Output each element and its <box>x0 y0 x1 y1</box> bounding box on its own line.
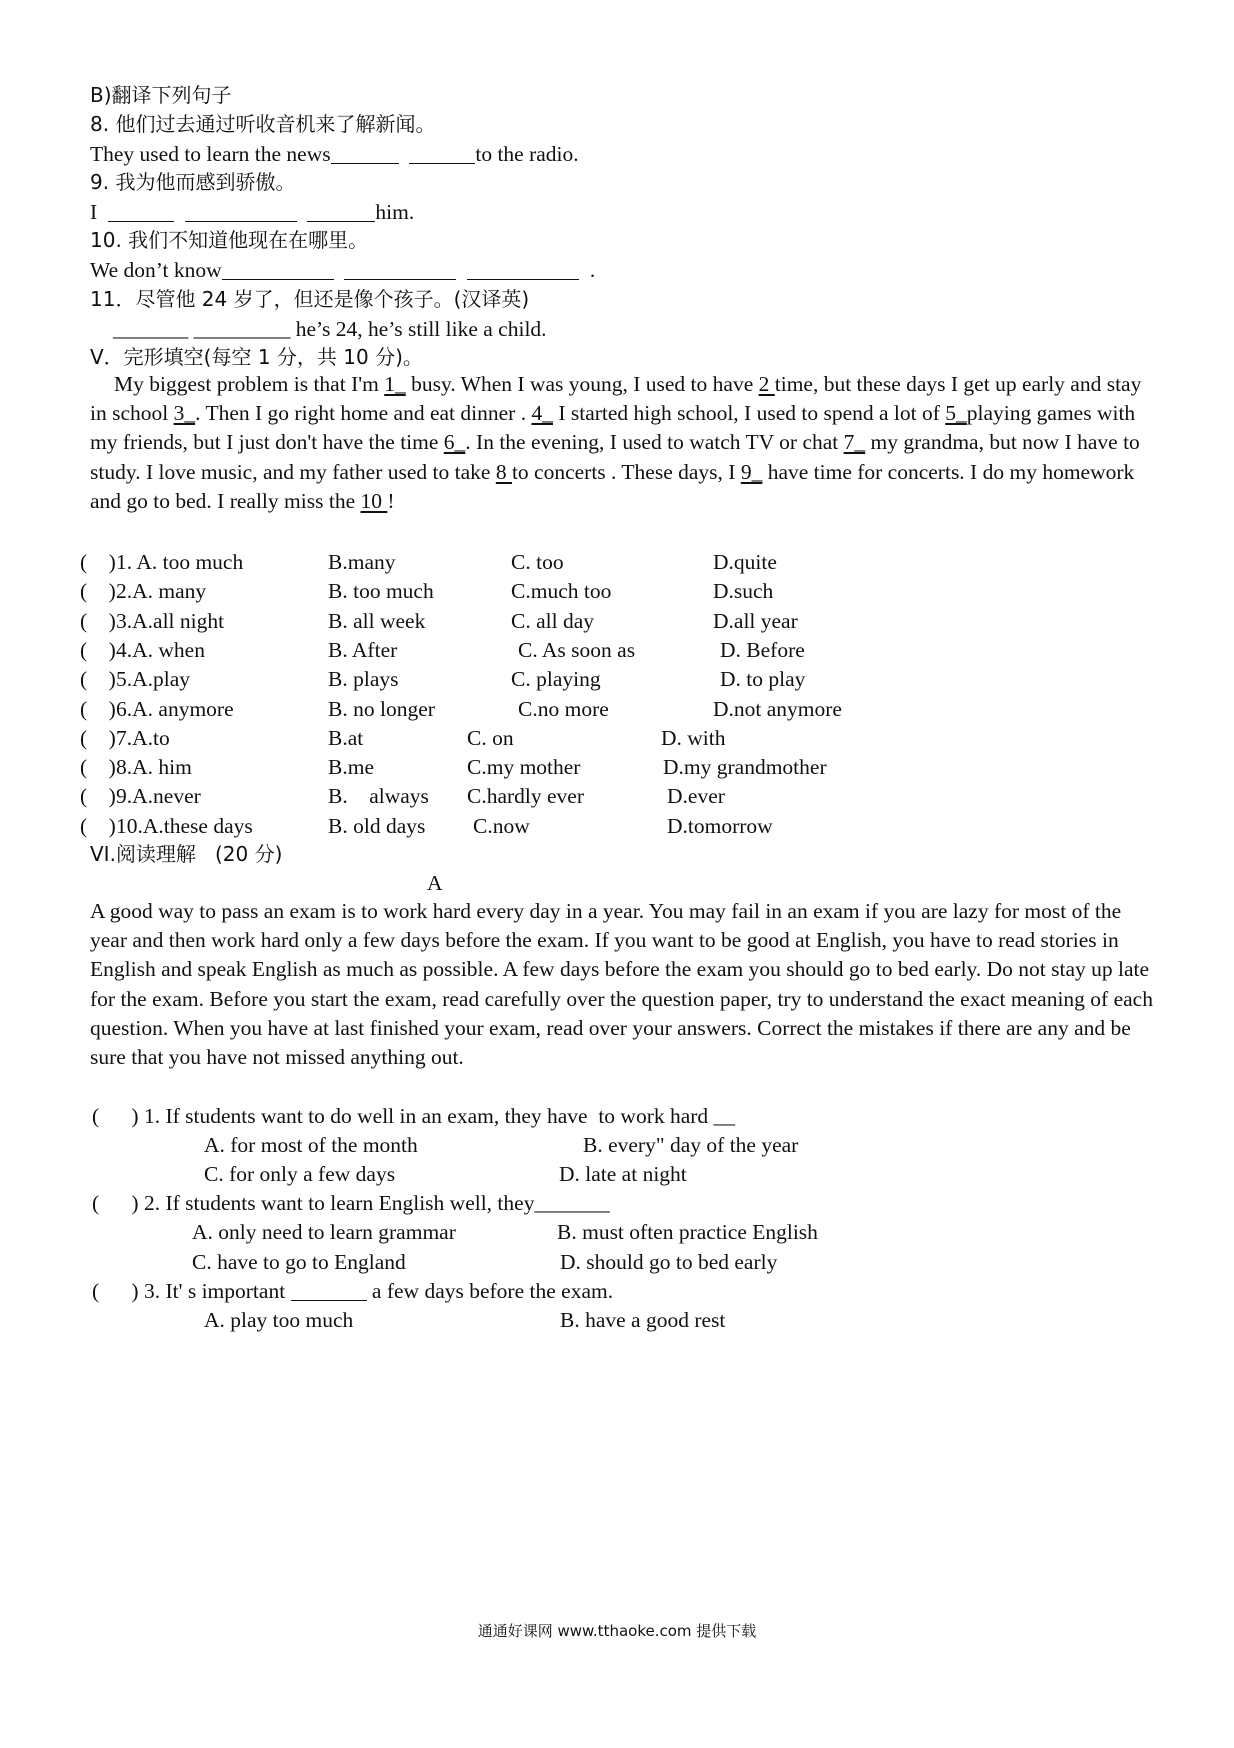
blank[interactable] <box>108 199 174 222</box>
reading-q3-stem: ( ) 3. It' s important a few days before the exam. <box>92 1279 614 1303</box>
cloze-q1-option-b[interactable]: B.many <box>328 550 396 574</box>
reading-q2-option-b[interactable]: B. must often practice English <box>557 1220 818 1244</box>
footer-credit: 通通好课网 www.tthaoke.com 提供下载 <box>477 1622 757 1640</box>
cloze-blank-marker: 9_ <box>740 459 763 484</box>
reading-q2-option-d[interactable]: D. should go to bed early <box>560 1250 778 1274</box>
cloze-q2-option-a[interactable]: 2.A. many <box>116 579 207 604</box>
cloze-q2-answer-parentheses[interactable]: ( ) <box>80 579 116 604</box>
blank[interactable] <box>467 257 579 280</box>
cloze-q6-option-c[interactable]: C.no more <box>518 696 609 721</box>
cloze-q4-option-b[interactable]: B. After <box>328 637 398 662</box>
cloze-passage-text: playing games with my friends, but I just don't have the time <box>90 401 1136 455</box>
translation-item-9-en: I him. <box>90 200 415 224</box>
cloze-q9-option-d[interactable]: D.ever <box>667 784 725 809</box>
reading-q2-option-c[interactable]: C. have to go to England <box>192 1250 406 1274</box>
cloze-q6-option-b[interactable]: B. no longer <box>328 696 435 721</box>
cloze-q5-option-d[interactable]: D. to play <box>720 667 806 692</box>
reading-heading: VI.阅读理解 (20 分) <box>90 842 283 866</box>
cloze-q8-option-c[interactable]: C.my mother <box>467 755 581 780</box>
cloze-q3-option-b[interactable]: B. all week <box>328 608 426 633</box>
cloze-blank-marker: 4_ <box>531 401 553 426</box>
cloze-q9-answer-parentheses[interactable]: ( ) <box>80 784 116 809</box>
cloze-q5-answer-parentheses[interactable]: ( ) <box>80 667 116 692</box>
cloze-q8-option-a[interactable]: 8.A. him <box>116 755 192 780</box>
cloze-q10-option-d[interactable]: D.tomorrow <box>667 813 773 838</box>
cloze-q4-option-a[interactable]: 4.A. when <box>116 637 205 662</box>
cloze-q1-answer-parentheses[interactable]: ( ) <box>80 550 116 574</box>
cloze-blank-marker: 7_ <box>843 430 866 455</box>
reading-passage-label: A <box>427 871 443 895</box>
translation-item-11-en: _______ _________ he’s 24, he’s still like a child. <box>113 317 547 341</box>
cloze-q10-option-c[interactable]: C.now <box>473 813 530 838</box>
cloze-q1-option-a[interactable]: 1. A. too much <box>116 550 244 574</box>
blank[interactable] <box>331 141 399 164</box>
cloze-q5-option-b[interactable]: B. plays <box>328 667 399 692</box>
cloze-passage-text: . Then I go right home and eat dinner . <box>195 401 532 426</box>
cloze-q7-option-c[interactable]: C. on <box>467 725 514 750</box>
cloze-q9-option-c[interactable]: C.hardly ever <box>467 784 585 809</box>
cloze-blank-marker: 10 <box>360 488 388 513</box>
reading-q1-option-d[interactable]: D. late at night <box>559 1162 687 1186</box>
cloze-q6-answer-parentheses[interactable]: ( ) <box>80 696 116 721</box>
cloze-q2-option-d[interactable]: D.such <box>713 579 774 604</box>
cloze-q7-option-d[interactable]: D. with <box>661 725 726 750</box>
cloze-blank-marker: 3_ <box>173 401 196 426</box>
reading-passage: A good way to pass an exam is to work hard every day in a year. You may fail in an exam if you are lazy for most of the year and then work hard only a few days before the exam. If you want to be good at English, you have to read stories in English and speak English as much as possible. A few days before the exam you should go to bed early. Do not stay up late for the exam. Before you start the exam, read carefully over the question paper, try to understand the exact meaning of each question. When you have at last finished your exam, read over your answers. Correct the mistakes if there are any and be sure that you have not missed anything out. <box>90 899 1153 1070</box>
cloze-q1-option-d[interactable]: D.quite <box>713 550 777 574</box>
cloze-q3-answer-parentheses[interactable]: ( ) <box>80 608 116 633</box>
cloze-blank-marker: 6_ <box>443 430 466 455</box>
cloze-q8-answer-parentheses[interactable]: ( ) <box>80 755 116 780</box>
reading-q1-option-a[interactable]: A. for most of the month <box>204 1133 418 1157</box>
blank[interactable] <box>222 257 334 280</box>
cloze-q4-option-c[interactable]: C. As soon as <box>518 637 636 662</box>
cloze-q3-option-d[interactable]: D.all year <box>713 608 798 633</box>
cloze-passage-text: have time for concerts. I do my homework and go to bed. I really miss the <box>90 459 1135 513</box>
translation-item-8-cn: 8. 他们过去通过听收音机来了解新闻。 <box>90 112 436 136</box>
cloze-q5-option-a[interactable]: 5.A.play <box>116 667 191 692</box>
cloze-passage-text: My biggest problem is that I'm <box>114 372 385 396</box>
cloze-q10-option-a[interactable]: 10.A.these days <box>116 813 253 838</box>
cloze-blank-marker: 5_ <box>945 401 967 426</box>
cloze-q7-answer-parentheses[interactable]: ( ) <box>80 725 116 750</box>
cloze-blank-marker: 8 <box>495 459 512 484</box>
cloze-q4-option-d[interactable]: D. Before <box>720 637 805 662</box>
cloze-q2-option-c[interactable]: C.much too <box>511 579 612 604</box>
cloze-q10-option-b[interactable]: B. old days <box>328 813 426 838</box>
blank[interactable] <box>307 199 375 222</box>
cloze-heading: V．完形填空(每空 1 分，共 10 分)。 <box>90 345 423 369</box>
translation-item-8-en: They used to learn the news to the radio. <box>90 142 579 166</box>
cloze-q1-option-c[interactable]: C. too <box>511 550 564 574</box>
translation-item-10-en: We don’t know . <box>90 258 596 282</box>
cloze-blank-marker: 1_ <box>384 372 406 396</box>
translation-item-11-cn: 11．尽管他 24 岁了，但还是像个孩子。(汉译英) <box>90 287 530 311</box>
cloze-q3-option-c[interactable]: C. all day <box>511 608 594 633</box>
cloze-passage-text: time, but these days I get up early and stay in school <box>90 372 1142 426</box>
cloze-passage-text: busy. When I was young, I used to have <box>405 372 759 396</box>
blank[interactable] <box>409 141 475 164</box>
translation-item-9-cn: 9. 我为他而感到骄傲。 <box>90 170 296 194</box>
cloze-q6-option-d[interactable]: D.not anymore <box>713 696 842 721</box>
translation-heading: B)翻译下列句子 <box>90 83 232 107</box>
cloze-q5-option-c[interactable]: C. playing <box>511 667 601 692</box>
cloze-q8-option-d[interactable]: D.my grandmother <box>663 755 827 780</box>
reading-q1-option-b[interactable]: B. every" day of the year <box>583 1133 799 1157</box>
blank[interactable] <box>291 1278 367 1301</box>
blank[interactable] <box>185 199 297 222</box>
cloze-passage-text: my grandma, but now I have to study. I love music, and my father used to take <box>90 430 1140 484</box>
cloze-q7-option-b[interactable]: B.at <box>328 725 364 750</box>
blank[interactable] <box>344 257 456 280</box>
reading-q2-option-a[interactable]: A. only need to learn grammar <box>192 1220 456 1244</box>
cloze-q8-option-b[interactable]: B.me <box>328 755 374 780</box>
reading-q2-stem: ( ) 2. If students want to learn English well, they_______ <box>92 1191 610 1215</box>
cloze-q7-option-a[interactable]: 7.A.to <box>116 725 170 750</box>
cloze-q4-answer-parentheses[interactable]: ( ) <box>80 637 116 662</box>
cloze-q6-option-a[interactable]: 6.A. anymore <box>116 696 234 721</box>
cloze-passage <box>90 370 1160 516</box>
cloze-blank-marker: 2 <box>758 372 775 396</box>
reading-q1-stem: ( ) 1. If students want to do well in an exam, they have to work hard __ <box>92 1104 736 1128</box>
reading-q1-option-c[interactable]: C. for only a few days <box>204 1162 396 1186</box>
cloze-q9-option-a[interactable]: 9.A.never <box>116 784 201 809</box>
translation-item-10-cn: 10. 我们不知道他现在在哪里。 <box>90 228 369 252</box>
cloze-q10-answer-parentheses[interactable]: ( ) <box>80 813 116 838</box>
cloze-passage-text: ! <box>387 488 395 513</box>
reading-q3-option-a[interactable]: A. play too much <box>204 1308 354 1332</box>
cloze-passage-text: . In the evening, I used to watch TV or chat <box>465 430 844 455</box>
cloze-q9-option-b[interactable]: B. always <box>328 784 429 809</box>
reading-q3-option-b[interactable]: B. have a good rest <box>560 1308 726 1332</box>
cloze-passage-text: I started high school, I used to spend a lot of <box>552 401 946 426</box>
cloze-q3-option-a[interactable]: 3.A.all night <box>116 608 225 633</box>
cloze-passage-text: to concerts . These days, I <box>511 459 741 484</box>
cloze-q2-option-b[interactable]: B. too much <box>328 579 434 604</box>
